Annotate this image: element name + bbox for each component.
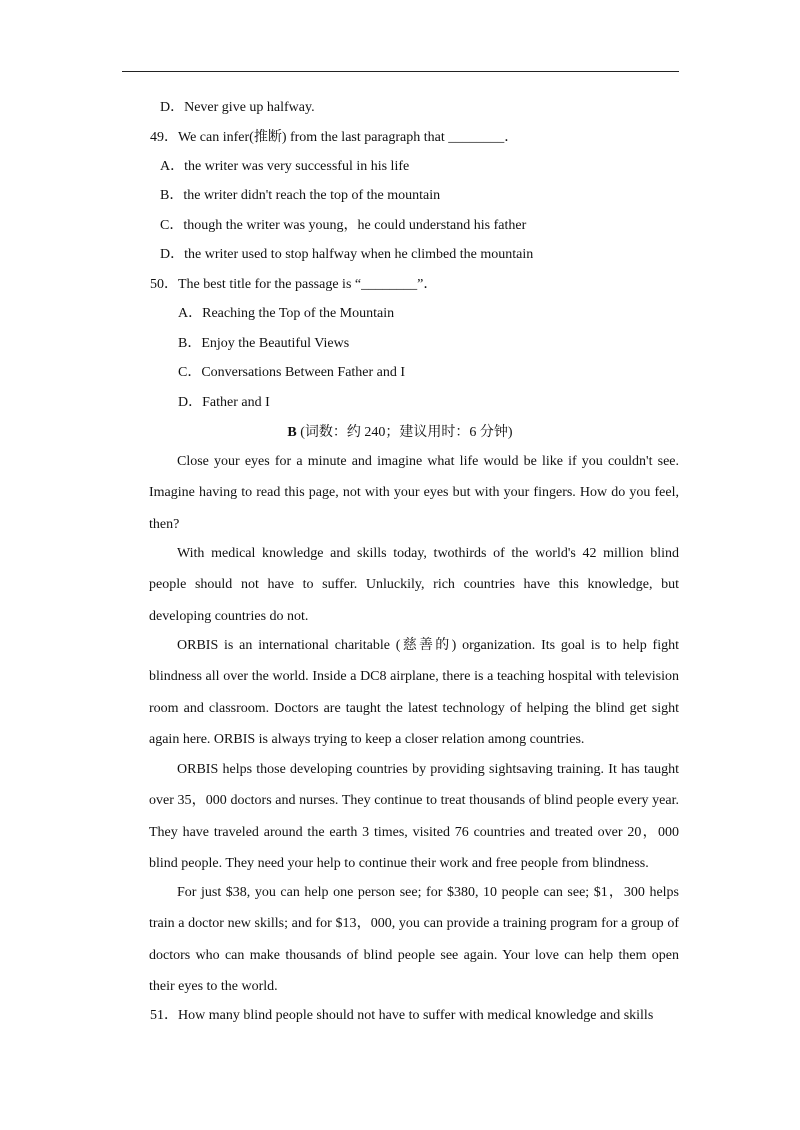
section-b-letter: B	[287, 425, 297, 440]
q50-option-b: B．Enjoy the Beautiful Views	[178, 336, 350, 351]
q50-option-a: A．Reaching the Top of the Mountain	[178, 306, 395, 321]
q50-stem: 50．The best title for the passage is “________”．	[150, 277, 438, 292]
q49-option-d: D．the writer used to stop halfway when he climbed the mountain	[160, 247, 534, 262]
q50-option-c: C．Conversations Between Father and I	[178, 365, 406, 380]
q48-option-d: D．Never give up halfway.	[160, 100, 315, 115]
header-rule	[122, 71, 679, 72]
passage-paragraph-5: For just $38, you can help one person see; for $380, 10 people can see; $1，300 helps train a doctor new skills; and for $13，000, you can provide a training program for a group of doctors who can make thousands of blind people see again. Your love can help them open their eyes to the world.	[149, 885, 679, 994]
passage-paragraph-3: ORBIS is an international charitable (慈善的) organization. Its goal is to help fight blindness all over the world. Inside a DC8 airplane, there is a teaching hospital with television room and classroom. Doctors are taught the latest technology of helping the blind get sight again here. ORBIS is always trying to keep a closer relation among countries.	[149, 638, 679, 747]
q49-stem: 49．We can infer(推断) from the last paragraph that ________．	[150, 130, 519, 145]
passage-paragraph-2: With medical knowledge and skills today, twothirds of the world's 42 million blind people should not have to suffer. Unluckily, rich countries have this knowledge, but developing countries do not.	[149, 546, 679, 624]
q49-option-a: A．the writer was very successful in his life	[160, 159, 410, 174]
q49-option-b: B．the writer didn't reach the top of the mountain	[160, 188, 441, 203]
q49-option-c: C．though the writer was young，he could understand his father	[160, 218, 527, 233]
q51-stem: 51．How many blind people should not have to suffer with medical knowledge and skills	[150, 1008, 654, 1023]
passage-paragraph-4: ORBIS helps those developing countries by providing sightsaving training. It has taught over 35，000 doctors and nurses. They continue to treat thousands of blind people every year. They have traveled around the earth 3 times, visited 76 countries and treated over 20，000 blind people. They need your help to continue their work and free people from blindness.	[149, 762, 679, 871]
passage-paragraph-1: Close your eyes for a minute and imagine what life would be like if you couldn't see. Imagine having to read this page, not with your eyes but with your fingers. How do you feel, then?	[149, 454, 679, 532]
section-b-title	[0, 424, 800, 442]
q50-option-d: D．Father and I	[178, 395, 270, 410]
section-b-note: (词数：约 240；建议用时：6 分钟)	[296, 425, 513, 440]
